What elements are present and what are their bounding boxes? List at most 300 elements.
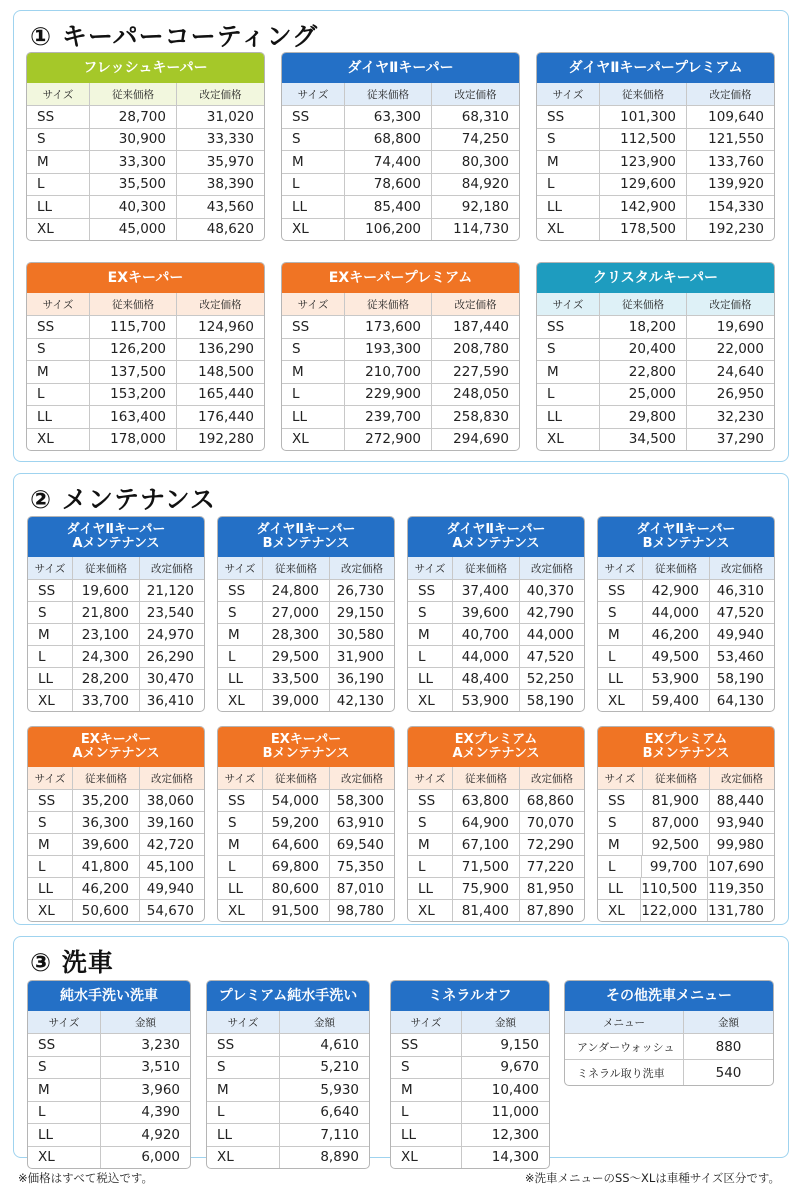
- price-cell: 210,700: [344, 361, 431, 383]
- size-cell: M: [418, 626, 430, 643]
- column-header: 改定価格: [519, 767, 584, 789]
- price-cell: 39,000: [262, 690, 329, 711]
- price-cell: 24,300: [72, 646, 139, 667]
- price-cell: 31,900: [329, 646, 394, 667]
- price-cell: 37,290: [686, 429, 774, 451]
- column-header: サイズ: [410, 1016, 442, 1029]
- price-cell: 35,500: [89, 174, 176, 196]
- price-table: [281, 52, 520, 241]
- size-cell: S: [608, 814, 617, 831]
- size-cell: L: [547, 386, 555, 403]
- size-cell: LL: [547, 408, 563, 425]
- price-cell: 33,700: [72, 690, 139, 711]
- size-cell: L: [547, 176, 555, 193]
- column-header: 金額: [683, 1011, 773, 1033]
- price-cell: 173,600: [344, 316, 431, 338]
- footnote-tax: ※価格はすべて税込です。: [18, 1171, 153, 1185]
- price-cell: 37,400: [452, 580, 519, 601]
- column-header: サイズ: [224, 772, 256, 785]
- table-row: [598, 623, 774, 645]
- price-cell: 33,330: [176, 129, 264, 151]
- size-cell: M: [608, 836, 620, 853]
- price-cell: 40,700: [452, 624, 519, 645]
- size-cell: XL: [608, 902, 625, 919]
- price-cell: 67,100: [452, 834, 519, 855]
- price-cell: 35,200: [72, 790, 139, 811]
- size-cell: SS: [228, 582, 246, 599]
- table-row: [27, 428, 264, 451]
- column-header: サイズ: [297, 298, 329, 311]
- column-header-row: [28, 767, 204, 789]
- table-row: [28, 877, 204, 899]
- table-row: [537, 338, 774, 361]
- size-cell: M: [292, 363, 304, 380]
- table-row: [28, 1056, 190, 1079]
- table-row: [598, 667, 774, 689]
- table-row: [598, 689, 774, 711]
- price-cell: 84,920: [431, 174, 519, 196]
- table-row: [537, 173, 774, 196]
- column-header: 従来価格: [452, 767, 519, 789]
- price-cell: 10,400: [461, 1079, 549, 1101]
- price-cell: 53,900: [642, 668, 709, 689]
- column-header: 従来価格: [344, 83, 431, 105]
- price-cell: 98,780: [329, 900, 394, 921]
- table-row: [537, 383, 774, 406]
- price-cell: 119,350: [707, 878, 774, 899]
- price-cell: 540: [683, 1060, 773, 1085]
- size-cell: SS: [292, 318, 310, 335]
- table-row: [391, 1033, 549, 1056]
- price-cell: 148,500: [176, 361, 264, 383]
- price-cell: 163,400: [89, 406, 176, 428]
- column-header: サイズ: [414, 772, 446, 785]
- price-cell: 42,790: [519, 602, 584, 623]
- price-cell: 880: [683, 1034, 773, 1059]
- table-title: [218, 517, 394, 557]
- size-cell: LL: [418, 880, 434, 897]
- price-cell: 107,690: [707, 856, 774, 877]
- size-cell: SS: [547, 108, 565, 125]
- table-title: [598, 517, 774, 557]
- price-table: [597, 516, 775, 712]
- price-cell: 29,500: [262, 646, 329, 667]
- price-cell: 88,440: [709, 790, 774, 811]
- price-cell: 38,390: [176, 174, 264, 196]
- table-row: [391, 1056, 549, 1079]
- price-table: [26, 262, 265, 451]
- column-header-row: [537, 293, 774, 315]
- price-cell: 63,800: [452, 790, 519, 811]
- table-row: [282, 383, 519, 406]
- price-cell: 53,900: [452, 690, 519, 711]
- price-cell: 9,670: [461, 1057, 549, 1079]
- size-cell: XL: [217, 1149, 234, 1166]
- size-cell: S: [292, 131, 301, 148]
- price-cell: 45,000: [89, 219, 176, 241]
- price-cell: 30,470: [139, 668, 204, 689]
- table-title-line: クリスタルキーパー: [592, 269, 719, 286]
- table-row: [408, 855, 584, 877]
- column-header-row: [218, 767, 394, 789]
- column-header: 金額: [461, 1011, 549, 1033]
- table-row: [28, 855, 204, 877]
- price-cell: 153,200: [89, 384, 176, 406]
- size-cell: S: [228, 604, 237, 621]
- price-cell: 28,200: [72, 668, 139, 689]
- size-cell: LL: [228, 880, 244, 897]
- price-cell: 64,130: [709, 690, 774, 711]
- table-row: [28, 1146, 190, 1169]
- table-row: [28, 899, 204, 921]
- table-row: [598, 601, 774, 623]
- table-row: [537, 128, 774, 151]
- size-cell: S: [37, 131, 46, 148]
- column-header-row: [207, 1011, 369, 1033]
- size-cell: SS: [547, 318, 565, 335]
- price-cell: 112,500: [599, 129, 686, 151]
- table-title: [207, 981, 369, 1011]
- table-title-line: Aメンテナンス: [452, 746, 540, 761]
- table-row: [27, 150, 264, 173]
- price-cell: 178,000: [89, 429, 176, 451]
- table-row: [565, 1033, 773, 1059]
- price-cell: 30,900: [89, 129, 176, 151]
- price-cell: 70,070: [519, 812, 584, 833]
- size-cell: L: [418, 648, 426, 665]
- table-row: [218, 623, 394, 645]
- size-cell: LL: [547, 198, 563, 215]
- price-cell: 54,000: [262, 790, 329, 811]
- price-cell: 58,300: [329, 790, 394, 811]
- size-cell: LL: [38, 1126, 54, 1143]
- price-cell: 42,720: [139, 834, 204, 855]
- size-cell: LL: [292, 408, 308, 425]
- price-cell: 81,400: [452, 900, 519, 921]
- table-row: [207, 1056, 369, 1079]
- table-row: [218, 833, 394, 855]
- size-cell: XL: [292, 431, 309, 448]
- table-row: [282, 150, 519, 173]
- column-header-row: [391, 1011, 549, 1033]
- table-title: [537, 263, 774, 293]
- price-cell: 192,230: [686, 219, 774, 241]
- price-cell: 21,800: [72, 602, 139, 623]
- table-row: [28, 667, 204, 689]
- price-cell: 30,580: [329, 624, 394, 645]
- size-cell: XL: [38, 692, 55, 709]
- table-row: [537, 105, 774, 128]
- table-row: [408, 645, 584, 667]
- table-row: [282, 128, 519, 151]
- table-row: [28, 1033, 190, 1056]
- size-cell: S: [217, 1059, 226, 1076]
- table-row: [218, 811, 394, 833]
- column-header: 改定価格: [519, 557, 584, 579]
- price-cell: 4,390: [100, 1102, 190, 1124]
- column-header: サイズ: [552, 298, 584, 311]
- price-cell: 58,190: [709, 668, 774, 689]
- table-row: [207, 1033, 369, 1056]
- price-cell: 32,230: [686, 406, 774, 428]
- size-cell: S: [418, 604, 427, 621]
- price-cell: 91,500: [262, 900, 329, 921]
- table-row: [282, 173, 519, 196]
- price-table: [564, 980, 774, 1086]
- price-cell: 69,540: [329, 834, 394, 855]
- table-row: [408, 623, 584, 645]
- size-cell: M: [292, 153, 304, 170]
- table-row: [598, 877, 774, 899]
- section-title: ③ 洗車: [30, 948, 114, 977]
- price-cell: 18,200: [599, 316, 686, 338]
- table-row: [28, 1123, 190, 1146]
- size-cell: LL: [292, 198, 308, 215]
- price-cell: 48,400: [452, 668, 519, 689]
- size-cell: XL: [547, 431, 564, 448]
- size-cell: XL: [228, 692, 245, 709]
- table-row: [565, 1059, 773, 1085]
- size-cell: LL: [217, 1126, 233, 1143]
- column-header: サイズ: [34, 772, 66, 785]
- table-title: [27, 53, 264, 83]
- column-header-row: [27, 83, 264, 105]
- size-cell: L: [292, 386, 300, 403]
- size-cell: S: [38, 604, 47, 621]
- table-row: [27, 383, 264, 406]
- table-row: [218, 689, 394, 711]
- price-cell: 8,890: [279, 1147, 369, 1169]
- column-header-row: [408, 767, 584, 789]
- table-row: [537, 218, 774, 241]
- table-title-line: EXキーパープレミアム: [328, 269, 473, 286]
- table-row: [28, 645, 204, 667]
- size-cell: SS: [38, 1036, 56, 1053]
- size-cell: SS: [401, 1036, 419, 1053]
- size-cell: XL: [608, 692, 625, 709]
- price-cell: 71,500: [452, 856, 519, 877]
- column-header: 改定価格: [139, 557, 204, 579]
- table-title: [598, 727, 774, 767]
- price-cell: 36,190: [329, 668, 394, 689]
- price-table: [407, 516, 585, 712]
- size-cell: XL: [38, 1149, 55, 1166]
- price-table: [26, 52, 265, 241]
- price-cell: 110,500: [640, 878, 707, 899]
- table-row: [27, 195, 264, 218]
- column-header-row: [282, 83, 519, 105]
- column-header: 改定価格: [431, 293, 519, 315]
- column-header-row: [598, 557, 774, 579]
- price-table: [390, 980, 550, 1169]
- column-header: 金額: [279, 1011, 369, 1033]
- table-title-line: EXキーパー: [107, 269, 184, 286]
- size-cell: XL: [418, 692, 435, 709]
- price-cell: 46,200: [642, 624, 709, 645]
- price-table: [407, 726, 585, 922]
- price-cell: 248,050: [431, 384, 519, 406]
- column-header: 従来価格: [452, 557, 519, 579]
- price-cell: 64,600: [262, 834, 329, 855]
- size-cell: S: [401, 1059, 410, 1076]
- price-cell: 45,100: [139, 856, 204, 877]
- column-header: 従来価格: [642, 557, 709, 579]
- price-cell: 137,500: [89, 361, 176, 383]
- column-header-row: [565, 1011, 773, 1033]
- price-cell: 49,500: [642, 646, 709, 667]
- price-cell: 63,910: [329, 812, 394, 833]
- size-cell: S: [38, 814, 47, 831]
- price-cell: 75,900: [452, 878, 519, 899]
- column-header: サイズ: [604, 772, 636, 785]
- price-cell: 33,500: [262, 668, 329, 689]
- price-cell: 239,700: [344, 406, 431, 428]
- column-header-row: [218, 557, 394, 579]
- price-cell: 192,280: [176, 429, 264, 451]
- price-cell: 126,200: [89, 339, 176, 361]
- price-cell: 40,370: [519, 580, 584, 601]
- price-cell: 78,600: [344, 174, 431, 196]
- table-title: [282, 53, 519, 83]
- price-cell: 22,000: [686, 339, 774, 361]
- table-title-line: ダイヤⅡキーパープレミアム: [568, 59, 743, 76]
- price-cell: 68,310: [431, 106, 519, 128]
- price-cell: 122,000: [640, 900, 707, 921]
- column-header: 改定価格: [329, 557, 394, 579]
- price-cell: 54,670: [139, 900, 204, 921]
- price-cell: 44,000: [642, 602, 709, 623]
- price-cell: 14,300: [461, 1147, 549, 1169]
- size-cell: M: [608, 626, 620, 643]
- table-row: [28, 623, 204, 645]
- price-cell: 193,300: [344, 339, 431, 361]
- price-cell: 58,190: [519, 690, 584, 711]
- price-table: [597, 726, 775, 922]
- table-row: [218, 601, 394, 623]
- table-title: [27, 263, 264, 293]
- price-cell: 5,930: [279, 1079, 369, 1101]
- table-title-line: Bメンテナンス: [642, 536, 730, 551]
- table-row: [391, 1123, 549, 1146]
- price-cell: 87,890: [519, 900, 584, 921]
- price-cell: 133,760: [686, 151, 774, 173]
- table-title-line: Aメンテナンス: [72, 536, 160, 551]
- size-cell: LL: [228, 670, 244, 687]
- table-title-line: ミネラルオフ: [428, 987, 512, 1004]
- size-cell: XL: [38, 902, 55, 919]
- price-cell: 33,300: [89, 151, 176, 173]
- size-cell: L: [38, 858, 46, 875]
- price-cell: 272,900: [344, 429, 431, 451]
- table-row: [207, 1101, 369, 1124]
- table-row: [598, 855, 774, 877]
- table-title-line: 純水手洗い洗車: [60, 987, 158, 1004]
- table-title-line: プレミアム純水手洗い: [218, 987, 358, 1004]
- table-row: [537, 360, 774, 383]
- table-row: [28, 689, 204, 711]
- table-row: [282, 405, 519, 428]
- table-title: [408, 727, 584, 767]
- price-cell: 59,200: [262, 812, 329, 833]
- size-cell: M: [228, 626, 240, 643]
- price-cell: 87,000: [642, 812, 709, 833]
- size-cell: M: [37, 363, 49, 380]
- price-cell: 22,800: [599, 361, 686, 383]
- table-title-line: Bメンテナンス: [642, 746, 730, 761]
- size-cell: L: [38, 1104, 46, 1121]
- price-cell: 20,400: [599, 339, 686, 361]
- column-header-row: [28, 557, 204, 579]
- price-cell: 258,830: [431, 406, 519, 428]
- price-cell: 42,130: [329, 690, 394, 711]
- size-cell: SS: [38, 792, 56, 809]
- table-row: [598, 789, 774, 811]
- price-cell: 75,350: [329, 856, 394, 877]
- price-cell: 29,800: [599, 406, 686, 428]
- column-header: 従来価格: [89, 293, 176, 315]
- price-cell: 123,900: [599, 151, 686, 173]
- column-header: 改定価格: [686, 83, 774, 105]
- size-cell: S: [608, 604, 617, 621]
- price-cell: 27,000: [262, 602, 329, 623]
- table-title-line: ダイヤⅡキーパー: [347, 59, 454, 76]
- table-title-line: ダイヤⅡキーパー: [446, 522, 546, 538]
- price-cell: 77,220: [519, 856, 584, 877]
- size-cell: XL: [37, 431, 54, 448]
- table-row: [207, 1078, 369, 1101]
- price-cell: 81,900: [642, 790, 709, 811]
- column-header-row: [282, 293, 519, 315]
- price-cell: 26,730: [329, 580, 394, 601]
- table-title: [28, 981, 190, 1011]
- table-row: [598, 579, 774, 601]
- column-header: 改定価格: [431, 83, 519, 105]
- size-cell: SS: [418, 792, 436, 809]
- price-cell: 178,500: [599, 219, 686, 241]
- price-cell: 44,000: [452, 646, 519, 667]
- price-table: [27, 516, 205, 712]
- size-cell: L: [608, 648, 616, 665]
- size-cell: SS: [37, 108, 55, 125]
- size-cell: L: [292, 176, 300, 193]
- table-row: [408, 789, 584, 811]
- size-cell: S: [547, 131, 556, 148]
- column-header: 従来価格: [262, 557, 329, 579]
- table-row: [282, 218, 519, 241]
- table-row: [218, 645, 394, 667]
- price-table: [217, 516, 395, 712]
- column-header: 従来価格: [72, 557, 139, 579]
- price-table: [27, 980, 191, 1169]
- table-row: [28, 1078, 190, 1101]
- price-cell: 19,690: [686, 316, 774, 338]
- table-row: [537, 405, 774, 428]
- price-cell: 68,800: [344, 129, 431, 151]
- price-cell: 12,300: [461, 1124, 549, 1146]
- table-row: [598, 899, 774, 921]
- table-row: [537, 428, 774, 451]
- section-title: ① キーパーコーティング: [30, 22, 319, 51]
- price-cell: 46,200: [72, 878, 139, 899]
- column-header-row: [28, 1011, 190, 1033]
- table-row: [408, 899, 584, 921]
- table-row: [408, 579, 584, 601]
- table-title: [218, 727, 394, 767]
- table-row: [218, 667, 394, 689]
- price-cell: 3,960: [100, 1079, 190, 1101]
- column-header: 改定価格: [329, 767, 394, 789]
- table-row: [27, 405, 264, 428]
